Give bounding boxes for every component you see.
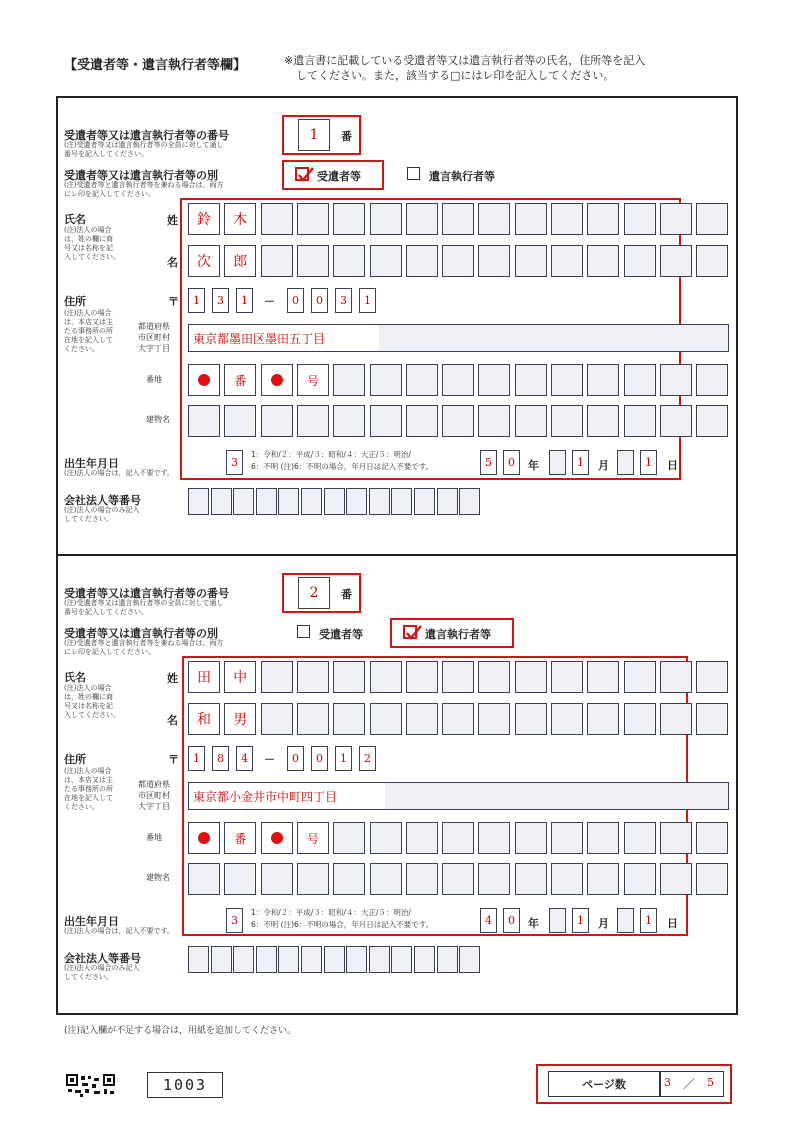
name-note-2: は，姓の欄に商 bbox=[64, 693, 113, 701]
number-label: 受遺者等又は遺言執行者等の番号 bbox=[64, 129, 229, 142]
mei-cell-4[interactable] bbox=[297, 245, 329, 277]
address-note-4: 在地を記入して bbox=[64, 336, 113, 344]
mei-cell-3[interactable] bbox=[261, 245, 293, 277]
mei-cell-6[interactable] bbox=[370, 245, 402, 277]
building-cell-10[interactable] bbox=[515, 405, 547, 437]
postal-digit-1[interactable]: 1 bbox=[188, 288, 205, 313]
category-label: 受遺者等又は遺言執行者等の別 bbox=[64, 169, 218, 182]
sei-char-2[interactable]: 中 bbox=[224, 661, 256, 693]
era-options-1: 1：令和/２：平成/３：昭和/４：大正/５：明治/ bbox=[251, 450, 411, 459]
building-cell-3[interactable] bbox=[261, 405, 293, 437]
banchi-cell-14[interactable] bbox=[660, 364, 692, 396]
day-digit-1[interactable] bbox=[617, 450, 634, 475]
banchi-cell-10[interactable] bbox=[515, 822, 547, 854]
corp-note-2: してください。 bbox=[64, 973, 113, 981]
category-note-1: (注)受遺者等と遺言執行者等を兼ねる場合は，両方 bbox=[64, 639, 224, 647]
year-digit-2[interactable]: 0 bbox=[503, 908, 520, 933]
postal-digit-3[interactable]: 4 bbox=[236, 746, 253, 771]
mei-cell-4[interactable] bbox=[297, 703, 329, 735]
mei-cell-5[interactable] bbox=[333, 245, 365, 277]
postal-mark: 〒 bbox=[168, 753, 179, 766]
month-digit-1[interactable] bbox=[549, 908, 566, 933]
number-label: 受遺者等又は遺言執行者等の番号 bbox=[64, 587, 229, 600]
day-label: 日 bbox=[667, 917, 678, 930]
address-note-5: ください。 bbox=[64, 803, 99, 811]
mei-cell-14[interactable] bbox=[660, 245, 692, 277]
mei-cell-14[interactable] bbox=[660, 703, 692, 735]
banchi-char-4[interactable]: 号 bbox=[297, 364, 329, 396]
banchi-cell-6[interactable] bbox=[370, 822, 402, 854]
banchi-cell-5[interactable] bbox=[333, 822, 365, 854]
number-input[interactable]: 2 bbox=[298, 577, 330, 609]
building-cell-8[interactable] bbox=[442, 405, 474, 437]
building-cell-4[interactable] bbox=[297, 405, 329, 437]
building-cell-1[interactable] bbox=[188, 863, 220, 895]
building-cell-9[interactable] bbox=[478, 405, 510, 437]
sei-cell-3[interactable] bbox=[261, 203, 293, 235]
category-note-1: (注)受遺者等と遺言執行者等を兼ねる場合は，両方 bbox=[64, 181, 224, 189]
day-digit-1[interactable] bbox=[617, 908, 634, 933]
legatee-label: 受遺者等 bbox=[319, 628, 363, 641]
pref-label-3: 大字丁目 bbox=[138, 344, 170, 353]
banchi-cell-7[interactable] bbox=[406, 822, 438, 854]
corp-number-cell-2[interactable] bbox=[211, 946, 232, 973]
postal-digit-5[interactable]: 0 bbox=[311, 288, 328, 313]
sei-cell-13[interactable] bbox=[624, 661, 656, 693]
section-note-line2: してください。また，該当する□にはレ印を記入してください。 bbox=[296, 69, 615, 82]
corp-number-cell-6[interactable] bbox=[301, 488, 322, 515]
sei-cell-12[interactable] bbox=[587, 661, 619, 693]
banchi-cell-13[interactable] bbox=[624, 364, 656, 396]
banchi-mark-3[interactable] bbox=[261, 364, 293, 396]
mei-cell-11[interactable] bbox=[551, 703, 583, 735]
banchi-cell-15[interactable] bbox=[696, 822, 728, 854]
sei-cell-9[interactable] bbox=[478, 661, 510, 693]
banchi-cell-11[interactable] bbox=[551, 822, 583, 854]
category-note-2: にレ印を記入してください。 bbox=[64, 190, 155, 198]
category-note-2: にレ印を記入してください。 bbox=[64, 648, 155, 656]
corp-number-cell-3[interactable] bbox=[233, 488, 254, 515]
banchi-cell-12[interactable] bbox=[587, 822, 619, 854]
banchi-cell-6[interactable] bbox=[370, 364, 402, 396]
mei-cell-12[interactable] bbox=[587, 703, 619, 735]
building-cell-4[interactable] bbox=[297, 863, 329, 895]
building-cell-15[interactable] bbox=[696, 863, 728, 895]
era-input[interactable]: 3 bbox=[226, 908, 243, 933]
building-cell-13[interactable] bbox=[624, 405, 656, 437]
sei-cell-11[interactable] bbox=[551, 203, 583, 235]
corp-number-cell-4[interactable] bbox=[256, 488, 277, 515]
building-cell-12[interactable] bbox=[587, 405, 619, 437]
banchi-char-2[interactable]: 番 bbox=[224, 822, 256, 854]
building-cell-7[interactable] bbox=[406, 405, 438, 437]
postal-dash: － bbox=[264, 753, 275, 766]
page-count-label: ページ数 bbox=[548, 1071, 660, 1097]
pref-label-2: 市区町村 bbox=[138, 791, 170, 800]
mei-cell-11[interactable] bbox=[551, 245, 583, 277]
corp-number-cell-11[interactable] bbox=[414, 946, 435, 973]
sei-cell-10[interactable] bbox=[515, 661, 547, 693]
building-cell-2[interactable] bbox=[224, 405, 256, 437]
form-code: 1003 bbox=[147, 1072, 223, 1098]
address-note-3: たる事務所の所 bbox=[64, 327, 113, 335]
building-cell-12[interactable] bbox=[587, 863, 619, 895]
red-dot-icon bbox=[198, 374, 210, 386]
corp-number-cell-6[interactable] bbox=[301, 946, 322, 973]
section-title: 【受遺者等・遺言執行者等欄】 bbox=[64, 58, 247, 73]
day-label: 日 bbox=[667, 459, 678, 472]
corp-number-cell-12[interactable] bbox=[437, 946, 458, 973]
number-note-1: (注)受遺者等又は遺言執行者等の全員に対して通し bbox=[64, 141, 224, 149]
address-note-1: (注)法人の場合 bbox=[64, 309, 112, 317]
corp-number-cell-5[interactable] bbox=[278, 488, 299, 515]
banchi-cell-10[interactable] bbox=[515, 364, 547, 396]
building-cell-5[interactable] bbox=[333, 405, 365, 437]
postal-digit-1[interactable]: 1 bbox=[188, 746, 205, 771]
address-value: 東京都小金井市中町四丁目 bbox=[189, 783, 385, 809]
name-note-3: 号又は名称を記 bbox=[64, 244, 113, 252]
building-cell-14[interactable] bbox=[660, 863, 692, 895]
corp-number-cell-13[interactable] bbox=[459, 946, 480, 973]
year-label: 年 bbox=[528, 917, 539, 930]
address-note-2: は，本店又は主 bbox=[64, 776, 113, 784]
banchi-cell-11[interactable] bbox=[551, 364, 583, 396]
sei-cell-9[interactable] bbox=[478, 203, 510, 235]
page-current: 3 bbox=[664, 1076, 671, 1089]
era-options-2: 6：不明 (注)6：不明の場合，年月日は記入不要です。 bbox=[251, 462, 434, 471]
postal-digit-6[interactable]: 3 bbox=[335, 288, 352, 313]
corp-label: 会社法人等番号 bbox=[64, 494, 141, 507]
mei-cell-10[interactable] bbox=[515, 703, 547, 735]
banchi-label: 番地 bbox=[146, 833, 162, 842]
building-cell-6[interactable] bbox=[370, 405, 402, 437]
sei-cell-15[interactable] bbox=[696, 203, 728, 235]
corp-number-cell-12[interactable] bbox=[437, 488, 458, 515]
building-cell-1[interactable] bbox=[188, 405, 220, 437]
banchi-char-2[interactable]: 番 bbox=[224, 364, 256, 396]
mei-cell-8[interactable] bbox=[442, 245, 474, 277]
building-label: 建物名 bbox=[146, 873, 170, 882]
name-note-4: 入してください。 bbox=[64, 711, 120, 719]
sei-char-1[interactable]: 鈴 bbox=[188, 203, 220, 235]
corp-number-cell-8[interactable] bbox=[346, 488, 367, 515]
sei-cell-14[interactable] bbox=[660, 661, 692, 693]
corp-number-cell-13[interactable] bbox=[459, 488, 480, 515]
name-note-2: は，姓の欄に商 bbox=[64, 235, 113, 243]
mei-cell-12[interactable] bbox=[587, 245, 619, 277]
banchi-cell-5[interactable] bbox=[333, 364, 365, 396]
name-note-1: (注)法人の場合 bbox=[64, 226, 112, 234]
year-digit-2[interactable]: 0 bbox=[503, 450, 520, 475]
corp-number-cell-11[interactable] bbox=[414, 488, 435, 515]
red-dot-icon bbox=[271, 374, 283, 386]
mei-cell-6[interactable] bbox=[370, 703, 402, 735]
corp-number-cell-5[interactable] bbox=[278, 946, 299, 973]
postal-digit-7[interactable]: 2 bbox=[359, 746, 376, 771]
pref-label-2: 市区町村 bbox=[138, 333, 170, 342]
postal-digit-4[interactable]: 0 bbox=[287, 746, 304, 771]
building-cell-13[interactable] bbox=[624, 863, 656, 895]
postal-digit-2[interactable]: 8 bbox=[212, 746, 229, 771]
executor-checkbox[interactable] bbox=[407, 167, 420, 180]
address-label: 住所 bbox=[64, 295, 86, 308]
banchi-cell-13[interactable] bbox=[624, 822, 656, 854]
address-note-5: ください。 bbox=[64, 345, 99, 353]
section-note-line1: ※遺言書に記載している受遺者等又は遺言執行者等の氏名，住所等を記入 bbox=[284, 54, 646, 67]
mei-cell-9[interactable] bbox=[478, 703, 510, 735]
address-note-3: たる事務所の所 bbox=[64, 785, 113, 793]
corp-note-1: (注)法人の場合のみ記入 bbox=[64, 506, 140, 514]
pref-label-3: 大字丁目 bbox=[138, 802, 170, 811]
postal-mark: 〒 bbox=[168, 295, 179, 308]
banchi-cell-12[interactable] bbox=[587, 364, 619, 396]
corp-number-cell-7[interactable] bbox=[324, 946, 345, 973]
sei-cell-7[interactable] bbox=[406, 203, 438, 235]
address-note-1: (注)法人の場合 bbox=[64, 767, 112, 775]
month-digit-2[interactable]: 1 bbox=[572, 908, 589, 933]
banchi-cell-15[interactable] bbox=[696, 364, 728, 396]
mei-cell-15[interactable] bbox=[696, 245, 728, 277]
era-options-1: 1：令和/２：平成/３：昭和/４：大正/５：明治/ bbox=[251, 908, 411, 917]
building-cell-7[interactable] bbox=[406, 863, 438, 895]
page-total: 5 bbox=[707, 1076, 714, 1089]
corp-number-cell-7[interactable] bbox=[324, 488, 345, 515]
building-label: 建物名 bbox=[146, 415, 170, 424]
category-label: 受遺者等又は遺言執行者等の別 bbox=[64, 627, 218, 640]
building-cell-14[interactable] bbox=[660, 405, 692, 437]
sei-cell-5[interactable] bbox=[333, 203, 365, 235]
corp-number-cell-3[interactable] bbox=[233, 946, 254, 973]
address-note-2: は，本店又は主 bbox=[64, 318, 113, 326]
sei-cell-6[interactable] bbox=[370, 661, 402, 693]
sei-char-2[interactable]: 木 bbox=[224, 203, 256, 235]
year-label: 年 bbox=[528, 459, 539, 472]
postal-digit-6[interactable]: 1 bbox=[335, 746, 352, 771]
name-note-3: 号又は名称を記 bbox=[64, 702, 113, 710]
number-suffix: 番 bbox=[341, 130, 352, 143]
pref-label-1: 都道府県 bbox=[138, 780, 170, 789]
month-digit-1[interactable] bbox=[549, 450, 566, 475]
corp-number-cell-9[interactable] bbox=[369, 488, 390, 515]
corp-number-cell-1[interactable] bbox=[188, 946, 209, 973]
number-note-1: (注)受遺者等又は遺言執行者等の全員に対して通し bbox=[64, 599, 224, 607]
red-dot-icon bbox=[198, 832, 210, 844]
birth-label: 出生年月日 bbox=[64, 457, 119, 470]
building-cell-5[interactable] bbox=[333, 863, 365, 895]
banchi-label: 番地 bbox=[146, 375, 162, 384]
number-note-2: 番号を記入してください。 bbox=[64, 150, 148, 158]
corp-number-cell-4[interactable] bbox=[256, 946, 277, 973]
red-dot-icon bbox=[271, 832, 283, 844]
sei-cell-3[interactable] bbox=[261, 661, 293, 693]
sei-cell-4[interactable] bbox=[297, 203, 329, 235]
banchi-mark-1[interactable] bbox=[188, 822, 220, 854]
legatee-label: 受遺者等 bbox=[317, 170, 361, 183]
executor-checkbox[interactable] bbox=[403, 625, 417, 639]
mei-cell-8[interactable] bbox=[442, 703, 474, 735]
executor-label: 遺言執行者等 bbox=[429, 170, 495, 183]
sei-cell-10[interactable] bbox=[515, 203, 547, 235]
number-suffix: 番 bbox=[341, 588, 352, 601]
sei-label: 姓 bbox=[167, 672, 178, 685]
year-digit-1[interactable]: 5 bbox=[480, 450, 497, 475]
year-digit-1[interactable]: 4 bbox=[480, 908, 497, 933]
banchi-cell-9[interactable] bbox=[478, 364, 510, 396]
building-cell-9[interactable] bbox=[478, 863, 510, 895]
pref-label-1: 都道府県 bbox=[138, 322, 170, 331]
mei-cell-5[interactable] bbox=[333, 703, 365, 735]
mei-char-2[interactable]: 郎 bbox=[224, 245, 256, 277]
building-cell-3[interactable] bbox=[261, 863, 293, 895]
building-cell-11[interactable] bbox=[551, 405, 583, 437]
building-cell-11[interactable] bbox=[551, 863, 583, 895]
corp-number-cell-10[interactable] bbox=[391, 488, 412, 515]
legatee-checkbox[interactable] bbox=[295, 167, 309, 181]
sei-cell-12[interactable] bbox=[587, 203, 619, 235]
sei-cell-11[interactable] bbox=[551, 661, 583, 693]
banchi-cell-14[interactable] bbox=[660, 822, 692, 854]
corp-number-cell-8[interactable] bbox=[346, 946, 367, 973]
mei-cell-10[interactable] bbox=[515, 245, 547, 277]
mei-cell-7[interactable] bbox=[406, 245, 438, 277]
mei-cell-9[interactable] bbox=[478, 245, 510, 277]
postal-digit-2[interactable]: 3 bbox=[212, 288, 229, 313]
mei-cell-3[interactable] bbox=[261, 703, 293, 735]
name-note-1: (注)法人の場合 bbox=[64, 684, 112, 692]
address-label: 住所 bbox=[64, 753, 86, 766]
corp-number-cell-10[interactable] bbox=[391, 946, 412, 973]
corp-label: 会社法人等番号 bbox=[64, 952, 141, 965]
mei-label: 名 bbox=[167, 256, 178, 269]
day-digit-2[interactable]: 1 bbox=[640, 450, 657, 475]
era-input[interactable]: 3 bbox=[226, 450, 243, 475]
corp-number-cell-2[interactable] bbox=[211, 488, 232, 515]
month-label: 月 bbox=[598, 917, 609, 930]
building-cell-8[interactable] bbox=[442, 863, 474, 895]
sei-char-1[interactable]: 田 bbox=[188, 661, 220, 693]
birth-note: (注)法人の場合は，記入不要です。 bbox=[64, 927, 174, 935]
banchi-cell-8[interactable] bbox=[442, 822, 474, 854]
qr-code-icon bbox=[66, 1074, 122, 1098]
building-cell-6[interactable] bbox=[370, 863, 402, 895]
birth-note: (注)法人の場合は，記入不要です。 bbox=[64, 469, 174, 477]
executor-label: 遺言執行者等 bbox=[425, 628, 491, 641]
page-separator: ／ bbox=[683, 1077, 696, 1091]
mei-char-1[interactable]: 和 bbox=[188, 703, 220, 735]
mei-cell-15[interactable] bbox=[696, 703, 728, 735]
number-input[interactable]: 1 bbox=[298, 119, 330, 151]
sei-cell-8[interactable] bbox=[442, 661, 474, 693]
mei-char-2[interactable]: 男 bbox=[224, 703, 256, 735]
sei-cell-13[interactable] bbox=[624, 203, 656, 235]
sei-cell-7[interactable] bbox=[406, 661, 438, 693]
postal-digit-5[interactable]: 0 bbox=[311, 746, 328, 771]
name-note-4: 入してください。 bbox=[64, 253, 120, 261]
banchi-mark-3[interactable] bbox=[261, 822, 293, 854]
postal-digit-4[interactable]: 0 bbox=[287, 288, 304, 313]
sei-cell-15[interactable] bbox=[696, 661, 728, 693]
building-cell-10[interactable] bbox=[515, 863, 547, 895]
banchi-char-4[interactable]: 号 bbox=[297, 822, 329, 854]
corp-note-1: (注)法人の場合のみ記入 bbox=[64, 964, 140, 972]
name-label: 氏名 bbox=[64, 213, 86, 226]
era-options-2: 6：不明 (注)6：不明の場合，年月日は記入不要です。 bbox=[251, 920, 434, 929]
banchi-cell-8[interactable] bbox=[442, 364, 474, 396]
legatee-checkbox[interactable] bbox=[297, 625, 310, 638]
postal-digit-7[interactable]: 1 bbox=[359, 288, 376, 313]
postal-digit-3[interactable]: 1 bbox=[236, 288, 253, 313]
address-value: 東京都墨田区墨田五丁目 bbox=[189, 325, 379, 351]
building-cell-2[interactable] bbox=[224, 863, 256, 895]
sei-cell-8[interactable] bbox=[442, 203, 474, 235]
mei-cell-13[interactable] bbox=[624, 703, 656, 735]
corp-number-cell-1[interactable] bbox=[188, 488, 209, 515]
corp-note-2: してください。 bbox=[64, 515, 113, 523]
building-cell-15[interactable] bbox=[696, 405, 728, 437]
banchi-mark-1[interactable] bbox=[188, 364, 220, 396]
month-digit-2[interactable]: 1 bbox=[572, 450, 589, 475]
month-label: 月 bbox=[598, 459, 609, 472]
corp-number-cell-9[interactable] bbox=[369, 946, 390, 973]
banchi-cell-7[interactable] bbox=[406, 364, 438, 396]
mei-cell-7[interactable] bbox=[406, 703, 438, 735]
postal-dash: － bbox=[264, 295, 275, 308]
sei-label: 姓 bbox=[167, 214, 178, 227]
sei-cell-5[interactable] bbox=[333, 661, 365, 693]
sei-cell-6[interactable] bbox=[370, 203, 402, 235]
mei-label: 名 bbox=[167, 714, 178, 727]
banchi-cell-9[interactable] bbox=[478, 822, 510, 854]
number-note-2: 番号を記入してください。 bbox=[64, 608, 148, 616]
birth-label: 出生年月日 bbox=[64, 915, 119, 928]
name-label: 氏名 bbox=[64, 671, 86, 684]
day-digit-2[interactable]: 1 bbox=[640, 908, 657, 933]
mei-cell-13[interactable] bbox=[624, 245, 656, 277]
sei-cell-14[interactable] bbox=[660, 203, 692, 235]
address-note-4: 在地を記入して bbox=[64, 794, 113, 802]
footer-note: (注)記入欄が不足する場合は，用紙を追加してください。 bbox=[64, 1026, 297, 1036]
sei-cell-4[interactable] bbox=[297, 661, 329, 693]
mei-char-1[interactable]: 次 bbox=[188, 245, 220, 277]
